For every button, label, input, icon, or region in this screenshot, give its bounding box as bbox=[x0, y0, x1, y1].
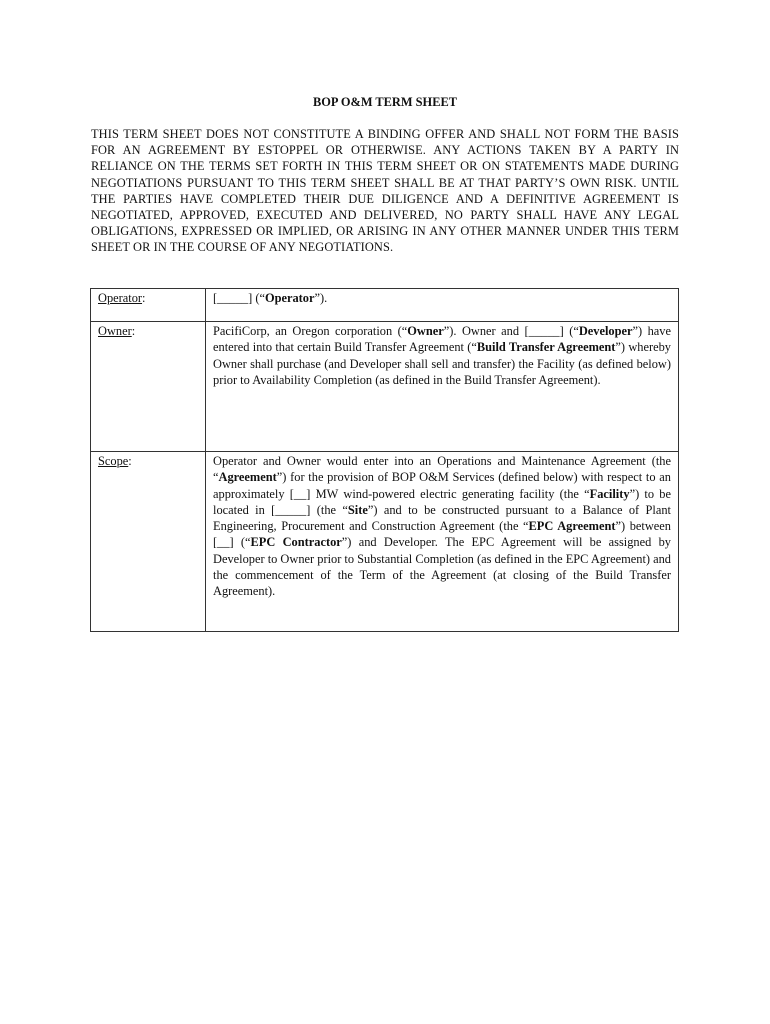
term-table bbox=[90, 288, 679, 632]
term-label-cell bbox=[91, 452, 206, 632]
owner-label: Owner bbox=[98, 324, 132, 338]
defined-term-epc-agreement: EPC Agreement bbox=[528, 519, 616, 534]
text-segment: [_____] (“ bbox=[213, 291, 265, 305]
scope-label: Scope bbox=[98, 454, 129, 468]
document-title: BOP O&M TERM SHEET bbox=[312, 95, 457, 109]
owner-text bbox=[213, 323, 671, 388]
term-row-operator bbox=[91, 289, 679, 322]
text-segment: PacifiCorp, an Oregon corporation (“ bbox=[213, 324, 408, 338]
owner-label-colon: : bbox=[131, 324, 136, 338]
defined-term-owner: Owner bbox=[407, 324, 444, 338]
term-row-scope bbox=[91, 452, 679, 632]
term-value-cell bbox=[206, 452, 679, 632]
disclaimer-paragraph: THIS TERM SHEET DOES NOT CONSTITUTE A BINDING OFFER AND SHALL NOT FORM THE BASIS FOR AN AGREEMENT BY ESTOPPEL OR OTHERWISE. ANY ACTIONS TAKEN BY A PARTY IN RELIANCE ON THE TERMS SET FORTH IN THIS TERM SHEET OR ON STATEMENTS MADE DURING NEGOTIATIONS PURSUANT TO THIS TERM SHEET SHALL BE AT THAT PARTY’S OWN RISK. UNTIL THE PARTIES HAVE COMPLETED THEIR DUE DILIGENCE AND A DEFINITIVE AGREEMENT IS NEGOTIATED, APPROVED, EXECUTED AND DELIVERED, NO PARTY SHALL HAVE ANY LEGAL OBLIGATIONS, EXPRESSED OR IMPLIED, OR ARISING IN ANY OTHER MANNER UNDER THIS TERM SHEET OR IN THE COURSE OF ANY NEGOTIATIONS. bbox=[91, 127, 679, 255]
term-value-cell bbox=[206, 322, 679, 452]
text-segment: ”) for the provision of BOP O&M Services (defined below) with respect to an approximately [__] MW wind-powered electric generating facility (the “ bbox=[213, 470, 671, 501]
defined-term-site: Site bbox=[347, 502, 368, 517]
term-label-cell bbox=[91, 322, 206, 452]
operator-label: Operator bbox=[98, 291, 143, 305]
text-segment: ”) and Developer. The EPC Agreement will be assigned by Developer to Owner prior to Substantial Completion (as defined in the EPC Agreement) and the commencement of the Term of the Agreement (at closing of the Build Transfer Agreement). bbox=[213, 535, 672, 599]
term-row-owner bbox=[91, 322, 679, 452]
text-segment: Operator and Owner would enter into an Operations and Maintenance Agreement (the “ bbox=[213, 454, 671, 485]
defined-term-agreement: Agreement bbox=[218, 470, 277, 485]
defined-term-operator: Operator bbox=[264, 291, 315, 305]
operator-label-colon: : bbox=[142, 291, 146, 305]
text-segment: ”) between [__] (“ bbox=[213, 519, 671, 550]
scope-text bbox=[213, 453, 671, 600]
text-segment: ”). Owner and [_____] (“ bbox=[443, 324, 579, 338]
term-label-cell bbox=[91, 289, 206, 322]
text-segment: ”) have entered into that certain Build Transfer Agreement (“ bbox=[213, 324, 671, 355]
text-segment: ”) to be located in [_____] (the “ bbox=[213, 486, 671, 517]
defined-term-epc-contractor: EPC Contractor bbox=[250, 535, 342, 550]
scope-label-colon: : bbox=[128, 454, 132, 468]
term-value-cell bbox=[206, 289, 679, 322]
operator-text bbox=[213, 290, 671, 306]
text-segment: ”). bbox=[314, 291, 328, 305]
defined-term-developer: Developer bbox=[578, 324, 633, 338]
defined-term-facility: Facility bbox=[589, 486, 630, 501]
text-segment: ”) whereby Owner shall purchase (and Developer shall sell and transfer) the Facility (as defined below) prior to Availability Completion (as defined in the Build Transfer Agreement). bbox=[213, 340, 671, 387]
text-segment: ”) and to be constructed pursuant to a Balance of Plant Engineering, Procurement and Construction Agreement (the “ bbox=[213, 502, 672, 534]
defined-term-build-transfer-agreement: Build Transfer Agreement bbox=[476, 340, 616, 355]
